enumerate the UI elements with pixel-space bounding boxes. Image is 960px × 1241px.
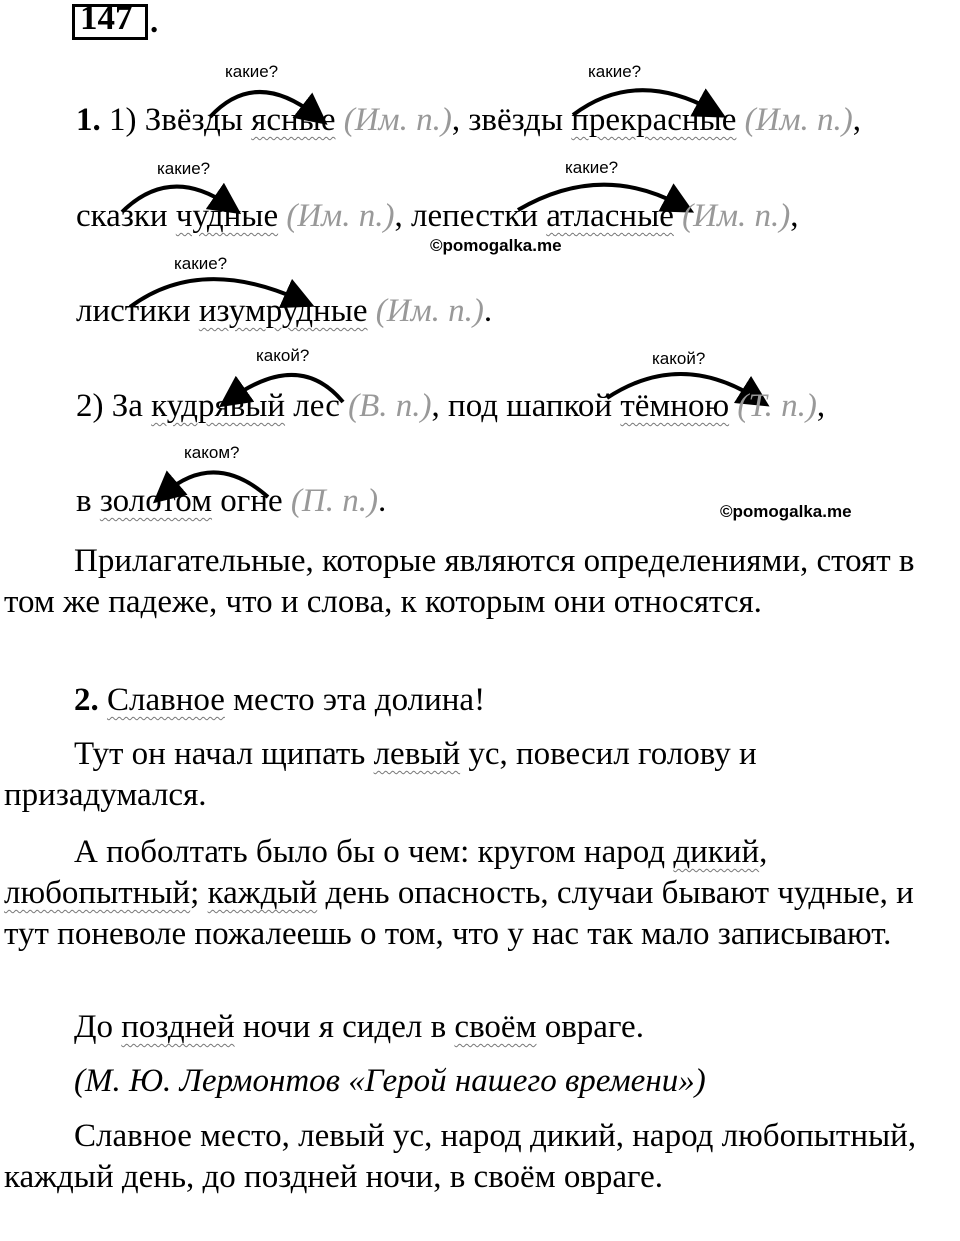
conclusion-paragraph: Прилагательные, которые являются определениями, стоят в том же падеже, что и слова, к которым они относятся.	[4, 543, 915, 620]
answer-line-4: 2) За кудрявый лес (В. п.), под шапкой тёмною (Т. п.),	[76, 388, 826, 424]
adjective: тёмною	[620, 388, 730, 424]
answer-line-3: листики изумрудные (Им. п.).	[76, 293, 493, 329]
adjective: золотом	[99, 483, 213, 519]
sentence-4: До поздней ночи я сидел в своём овраге.	[74, 1009, 644, 1045]
source-citation: (М. Ю. Лермонтов «Герой нашего времени»)	[74, 1063, 706, 1099]
exercise-number-dot: .	[150, 4, 159, 40]
case-label: (Им. п.)	[744, 102, 853, 138]
question-label: какие?	[565, 158, 619, 177]
adjective: Славное	[107, 682, 225, 718]
watermark: ©pomogalka.me	[720, 502, 852, 521]
adjective: атласные	[546, 198, 674, 234]
adjective: прекрасные	[571, 102, 737, 138]
case-label: (Им. п.)	[682, 198, 791, 234]
case-label: (Т. п.)	[737, 388, 817, 424]
adjective: чудные	[175, 198, 279, 234]
part1-label: 1.	[76, 102, 101, 138]
question-label: какие?	[157, 159, 211, 178]
question-label: какие?	[225, 62, 279, 81]
question-label: какие?	[588, 62, 642, 81]
adjective: кудрявый	[151, 388, 286, 424]
answer-line-2: сказки чудные (Им. п.), лепестки атласные (Им. п.),	[76, 198, 799, 234]
question-label: какой?	[652, 349, 706, 368]
case-label: (Им. п.)	[286, 198, 395, 234]
summary-paragraph: Славное место, левый ус, народ дикий, народ любопытный, каждый день, до поздней ночи, в своём овраге.	[4, 1118, 917, 1195]
sentence-1: 2. Славное место эта долина!	[74, 682, 486, 718]
sentence-2: Тут он начал щипать левый ус, повесил голову и призадумался.	[4, 736, 757, 813]
adjective: ясные	[251, 102, 336, 138]
question-label: какой?	[256, 346, 310, 365]
question-label: каком?	[184, 443, 240, 462]
question-label: какие?	[174, 254, 228, 273]
case-label: (Им. п.)	[375, 293, 484, 329]
answer-line-1: 1. 1) Звёзды ясные (Им. п.), звёзды прекрасные (Им. п.),	[76, 102, 862, 138]
adjective: своём	[454, 1009, 537, 1045]
adjective: каждый	[207, 875, 318, 911]
case-label: (В. п.)	[348, 388, 432, 424]
sentence-3: А поболтать было бы о чем: кругом народ дикий, любопытный; каждый день опасность, случаи бывают чудные, и тут поневоле пожалеешь о том, что у нас так мало записывают.	[4, 834, 914, 952]
adjective: изумрудные	[198, 293, 368, 329]
adjective: любопытный	[4, 875, 191, 911]
exercise-number: 147	[80, 0, 133, 37]
case-label: (Им. п.)	[343, 102, 452, 138]
adjective: поздней	[121, 1009, 235, 1045]
part2-label: 2.	[74, 682, 99, 718]
case-label: (П. п.)	[290, 483, 378, 519]
watermark: ©pomogalka.me	[430, 236, 562, 255]
adjective: дикий	[673, 834, 760, 870]
answer-line-5: в золотом огне (П. п.).	[76, 483, 387, 519]
adjective: левый	[373, 736, 461, 772]
